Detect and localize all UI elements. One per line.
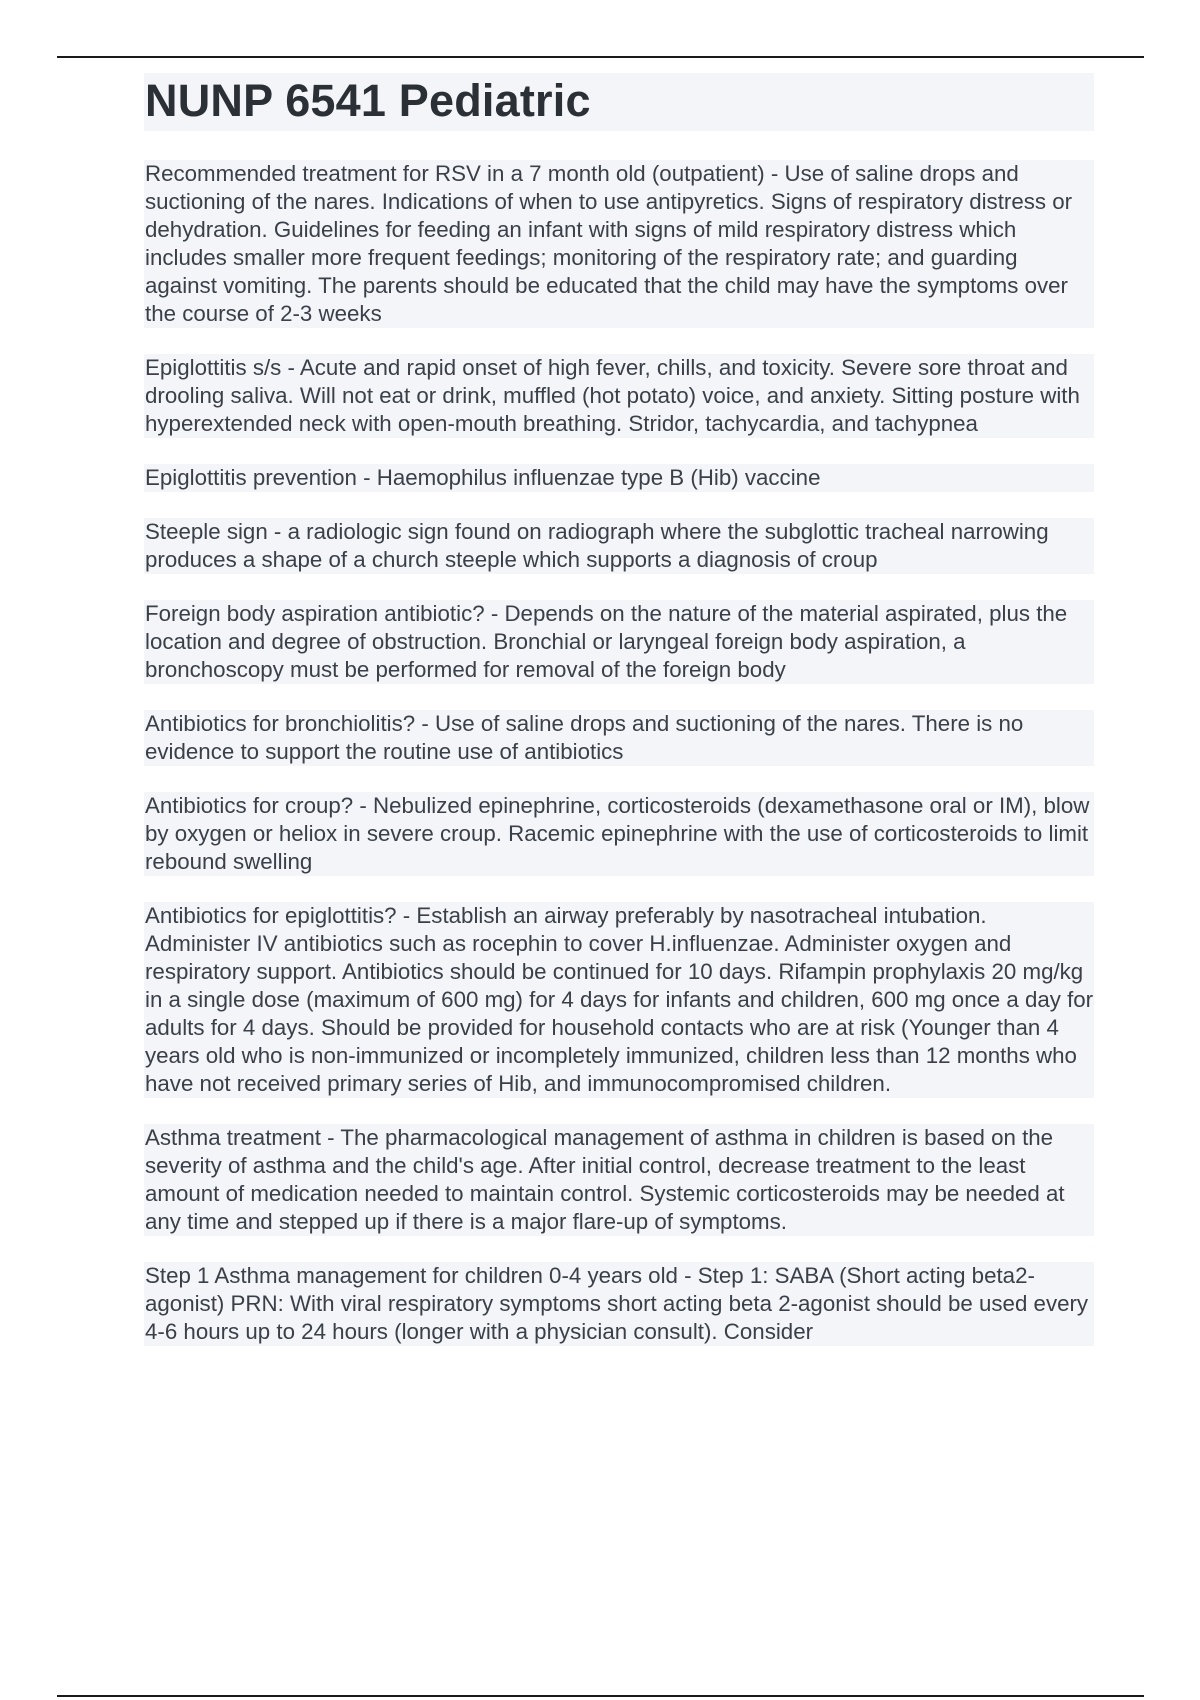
card-term: Recommended treatment for RSV in a 7 month old (outpatient) -	[145, 161, 785, 186]
flashcard	[144, 518, 1094, 574]
card-definition: a radiologic sign found on radiograph where the subglottic tracheal narrowing produces a shape of a church steeple which supports a diagnosis of croup	[145, 519, 1049, 572]
card-definition: Use of saline drops and suctioning of the nares. Indications of when to use antipyretics. Signs of respiratory distress or dehydration. Guidelines for feeding an infant with signs of mild respiratory distress which includes smaller more frequent feedings; monitoring of the respiratory rate; and guarding against vomiting. The parents should be educated that the child may have the symptoms over the course of 2-3 weeks	[145, 161, 1073, 326]
flashcard	[144, 1262, 1094, 1346]
card-term: Foreign body aspiration antibiotic? -	[145, 601, 504, 626]
card-definition: Use of saline drops and suctioning of the nares. There is no evidence to support the routine use of antibiotics	[145, 711, 1024, 764]
card-term: Antibiotics for croup? -	[145, 793, 373, 818]
card-term: Epiglottitis prevention -	[145, 465, 377, 490]
flashcard	[144, 1124, 1094, 1236]
flashcard	[144, 354, 1094, 438]
flashcard	[144, 902, 1094, 1098]
card-term: Epiglottitis s/s -	[145, 355, 300, 380]
card-term: Step 1 Asthma management for children 0-4 years old -	[145, 1263, 698, 1288]
card-definition: Acute and rapid onset of high fever, chills, and toxicity. Severe sore throat and drooling saliva. Will not eat or drink, muffled (hot potato) voice, and anxiety. Sitting posture with hyperextended neck with open-mouth breathing. Stridor, tachycardia, and tachypnea	[145, 355, 1080, 436]
document-body	[144, 73, 1094, 1372]
card-definition: Establish an airway preferably by nasotracheal intubation. Administer IV antibiotics such as rocephin to cover H.influenzae. Administer oxygen and respiratory support. Antibiotics should be continued for 10 days. Rifampin prophylaxis 20 mg/kg in a single dose (maximum of 600 mg) for 4 days for infants and children, 600 mg once a day for adults for 4 days. Should be provided for household contacts who are at risk (Younger than 4 years old who is non-immunized or incompletely immunized, children less than 12 months who have not received primary series of Hib, and immunocompromised children.	[145, 903, 1094, 1096]
card-term: Asthma treatment -	[145, 1125, 340, 1150]
card-term: Antibiotics for epiglottitis? -	[145, 903, 416, 928]
bottom-divider	[57, 1695, 1144, 1697]
flashcard	[144, 600, 1094, 684]
card-definition: Depends on the nature of the material aspirated, plus the location and degree of obstruction. Bronchial or laryngeal foreign body aspiration, a bronchoscopy must be performed for removal of the foreign body	[145, 601, 1068, 682]
document-title: NUNP 6541 Pediatric	[144, 73, 1094, 131]
top-divider	[57, 56, 1144, 58]
flashcard	[144, 464, 1094, 492]
card-term: Antibiotics for bronchiolitis? -	[145, 711, 435, 736]
card-definition: Nebulized epinephrine, corticosteroids (dexamethasone oral or IM), blow by oxygen or heliox in severe croup. Racemic epinephrine with the use of corticosteroids to limit rebound swelling	[145, 793, 1090, 874]
card-definition: The pharmacological management of asthma in children is based on the severity of asthma and the child's age. After initial control, decrease treatment to the least amount of medication needed to maintain control. Systemic corticosteroids may be needed at any time and stepped up if there is a major flare-up of symptoms.	[145, 1125, 1065, 1234]
card-definition: Haemophilus influenzae type B (Hib) vaccine	[376, 465, 821, 490]
flashcard	[144, 160, 1094, 328]
flashcard	[144, 792, 1094, 876]
flashcard-list	[144, 160, 1094, 1346]
card-definition: Step 1: SABA (Short acting beta2-agonist) PRN: With viral respiratory symptoms short acting beta 2-agonist should be used every 4-6 hours up to 24 hours (longer with a physician consult). Consider	[145, 1263, 1089, 1344]
flashcard	[144, 710, 1094, 766]
card-term: Steeple sign -	[145, 519, 288, 544]
